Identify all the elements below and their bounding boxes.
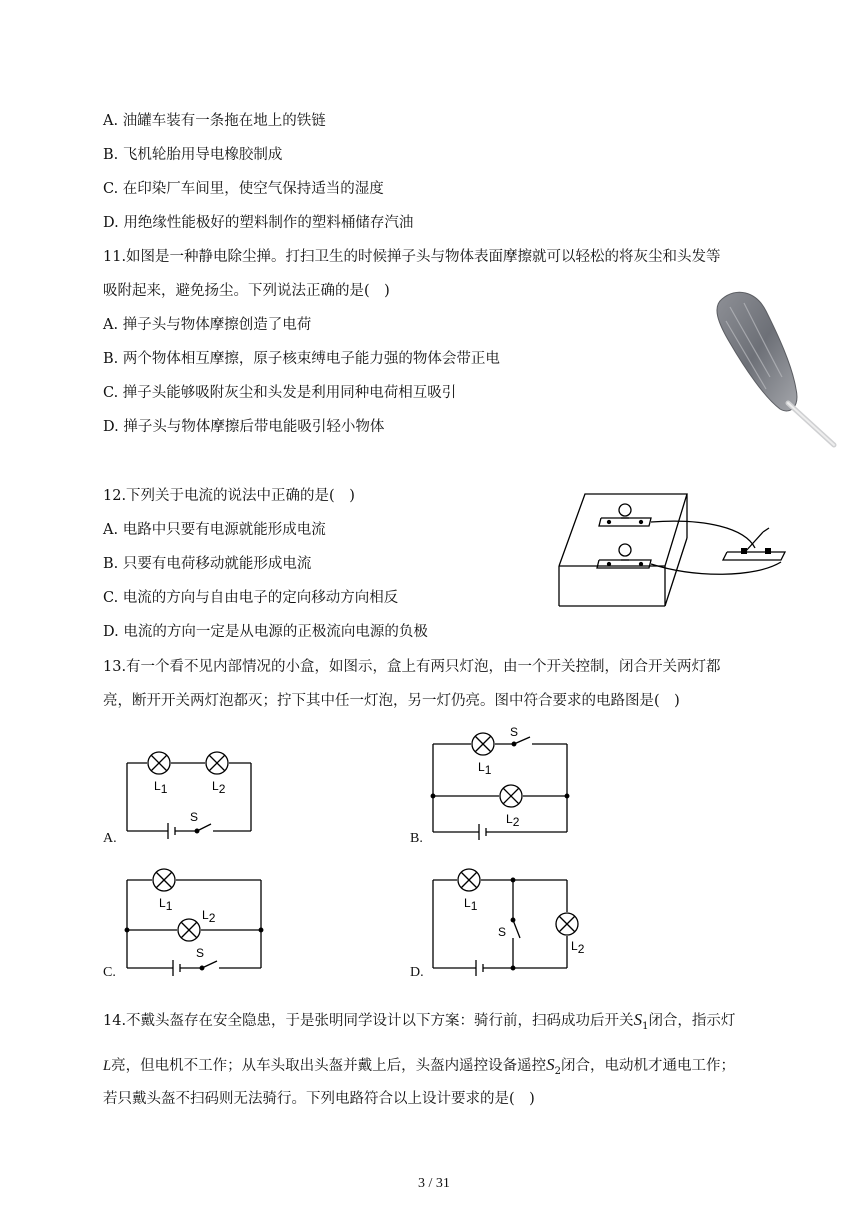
q13-option-a-label: A. [103, 831, 117, 846]
q10-option-a: A. 油罐车装有一条拖在地上的铁链 [103, 113, 326, 129]
label-l2-sub: 2 [512, 815, 520, 829]
q13-option-c-label: C. [103, 965, 116, 980]
switch-s2-sub: 2 [554, 1065, 561, 1077]
label-l2: L [202, 908, 209, 922]
q12-option-a: A. 电路中只要有电源就能形成电流 [103, 522, 326, 538]
circuit-c [122, 866, 267, 976]
lamp-l-symbol: L [103, 1058, 112, 1074]
label-s: S [510, 725, 519, 739]
q10-option-b: B. 飞机轮胎用导电橡胶制成 [103, 147, 283, 163]
q10-option-d: D. 用绝缘性能极好的塑料制作的塑料桶储存汽油 [103, 215, 414, 231]
switch-s2-symbol: S [546, 1055, 555, 1074]
label-l2-sub: 2 [577, 942, 585, 956]
q14-line1 [103, 1010, 735, 1037]
q14-line3: 若只戴头盔不扫码则无法骑行。下列电路符合以上设计要求的是( ) [103, 1091, 535, 1107]
q11-option-d: D. 掸子头与物体摩擦后带电能吸引轻小物体 [103, 419, 385, 435]
q12-option-c: C. 电流的方向与自由电子的定向移动方向相反 [103, 590, 399, 606]
q12-stem: 12.下列关于电流的说法中正确的是( ) [103, 488, 355, 504]
label-l1-sub: 1 [160, 782, 168, 796]
q13-stem-line2: 亮，断开开关两灯泡都灭；拧下其中任一灯泡，另一灯仍亮。图中符合要求的电路图是( ) [103, 693, 680, 709]
label-l1: L [464, 896, 471, 910]
q14-line1-text-end: 闭合，指示灯 [648, 1013, 736, 1029]
svg-text:L1 [478, 760, 492, 777]
svg-text:L1 [159, 896, 173, 913]
switch-s1-symbol: S [633, 1010, 643, 1029]
q13-stem-line1: 13.有一个看不见内部情况的小盒，如图示，盒上有两只灯泡，由一个开关控制，闭合开关两灯都 [103, 659, 721, 675]
q14-line2-text: 亮，但电机不工作；从车头取出头盔并戴上后，头盔内遥控设备遥控 [111, 1058, 547, 1074]
label-l2-sub: 2 [218, 782, 226, 796]
light-box-figure [555, 488, 790, 613]
svg-text:L1 [464, 896, 478, 913]
label-l2: L [571, 939, 578, 953]
q13-option-d-label: D. [410, 965, 424, 980]
q14-line2-text-end: 闭合，电动机才通电工作； [560, 1058, 735, 1074]
q12-option-b: B. 只要有电荷移动就能形成电流 [103, 556, 312, 572]
svg-text:L1 [154, 779, 168, 796]
q11-option-c: C. 掸子头能够吸附灰尘和头发是利用同种电荷相互吸引 [103, 385, 457, 401]
label-l1-sub: 1 [484, 763, 492, 777]
switch-s1-sub: 1 [642, 1020, 649, 1032]
svg-text:L2 [571, 939, 585, 956]
label-l2: L [506, 812, 513, 826]
q14-line2 [103, 1055, 735, 1082]
q11-stem-line1: 11.如图是一种静电除尘掸。打扫卫生的时候掸子头与物体表面摩擦就可以轻松的将灰尘和头发等 [103, 249, 721, 265]
label-s: S [190, 810, 199, 824]
q12-option-d: D. 电流的方向一定是从电源的正极流向电源的负极 [103, 624, 428, 640]
label-l1-sub: 1 [165, 899, 173, 913]
svg-text:L2 [212, 779, 226, 796]
circuit-d [428, 866, 588, 976]
duster-image [700, 285, 845, 455]
label-l1-sub: 1 [470, 899, 478, 913]
label-l2: L [212, 779, 219, 793]
svg-text:L2 [506, 812, 520, 829]
label-l1: L [154, 779, 161, 793]
q14-line1-text: 14.不戴头盔存在安全隐患，于是张明同学设计以下方案：骑行前，扫码成功后开关 [103, 1013, 634, 1029]
q11-option-b: B. 两个物体相互摩擦，原子核束缚电子能力强的物体会带正电 [103, 351, 500, 367]
q10-option-c: C. 在印染厂车间里，使空气保持适当的湿度 [103, 181, 384, 197]
circuit-a [120, 748, 260, 838]
q11-option-a: A. 掸子头与物体摩擦创造了电荷 [103, 317, 312, 333]
label-l2-sub: 2 [208, 911, 216, 925]
label-l1: L [478, 760, 485, 774]
label-l1: L [159, 896, 166, 910]
label-s: S [498, 925, 507, 939]
svg-text:L2 [202, 908, 216, 925]
q11-stem-line2: 吸附起来，避免扬尘。下列说法正确的是( ) [103, 283, 390, 299]
label-s: S [196, 946, 205, 960]
q13-option-b-label: B. [410, 831, 423, 846]
page-number: 3 / 31 [418, 1176, 450, 1191]
circuit-b [428, 725, 573, 840]
